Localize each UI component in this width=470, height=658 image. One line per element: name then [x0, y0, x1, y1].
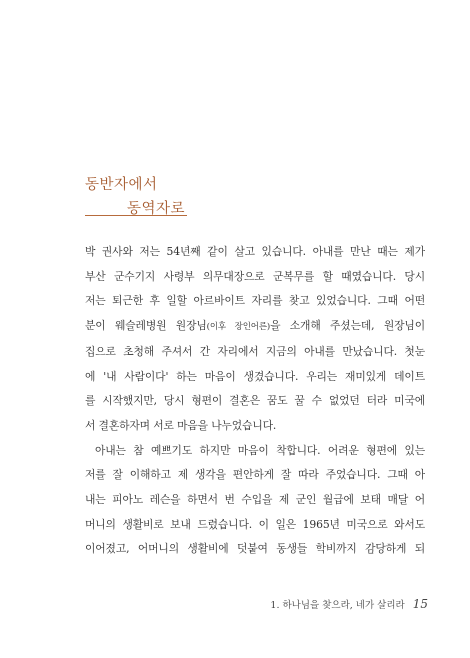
section-subheading: 동역자로 [126, 201, 185, 217]
body-line: 저를 잘 이해하고 제 생각을 편안하게 잘 따라 주었습니다. 그때 아 [85, 468, 425, 482]
section-heading: 동반자에서 [85, 177, 158, 193]
page-footer [260, 597, 428, 611]
body-line: 서 결혼하자며 서로 마음을 나누었습니다. [85, 418, 277, 432]
running-footer-title: 1. 하나님을 찾으라, 네가 살리라 [270, 600, 405, 611]
body-line-part: 분이 웨슬레병원 원장님 [85, 319, 207, 333]
page-number: 15 [412, 597, 428, 611]
body-line-part: 을 소개해 주셨는데, 원장님이 [270, 319, 425, 333]
body-line: 집으로 초청해 주셔서 간 자리에서 지금의 아내를 만났습니다. 첫눈 [85, 344, 425, 358]
body-line: 에 '내 사람이다' 하는 마음이 생겼습니다. 우리는 재미있게 데이트 [85, 369, 425, 383]
body-line: 저는 퇴근한 후 일할 아르바이트 자리를 찾고 있었습니다. 그때 어떤 [85, 294, 425, 308]
body-line: 박 권사와 저는 54년째 같이 살고 있습니다. 아내를 만난 때는 제가 [85, 245, 425, 258]
body-line: 내는 피아노 레슨을 하면서 번 수입을 제 군인 월급에 보태 매달 어 [85, 493, 425, 507]
heading-rule [85, 215, 187, 216]
body-text [85, 240, 425, 562]
body-line: 아내는 참 예쁘기도 하지만 마음이 착합니다. 어려운 형편에 있는 [95, 443, 425, 457]
body-line: 머니의 생활비로 보내 드렸습니다. 이 일은 1965년 미국으로 와서도 [85, 517, 425, 531]
body-line [85, 314, 425, 340]
body-line: 부산 군수기지 사령부 의무대장으로 군복무를 할 때였습니다. 당시 [85, 269, 425, 283]
body-line: 를 시작했지만, 당시 형편이 결혼은 꿈도 꿀 수 없었던 터라 미국에 [85, 394, 425, 408]
parenthetical-note: (이후 장인어른) [206, 322, 271, 333]
body-line: 이어졌고, 어머니의 생활비에 덧붙여 동생들 학비까지 감당하게 되 [85, 542, 425, 556]
